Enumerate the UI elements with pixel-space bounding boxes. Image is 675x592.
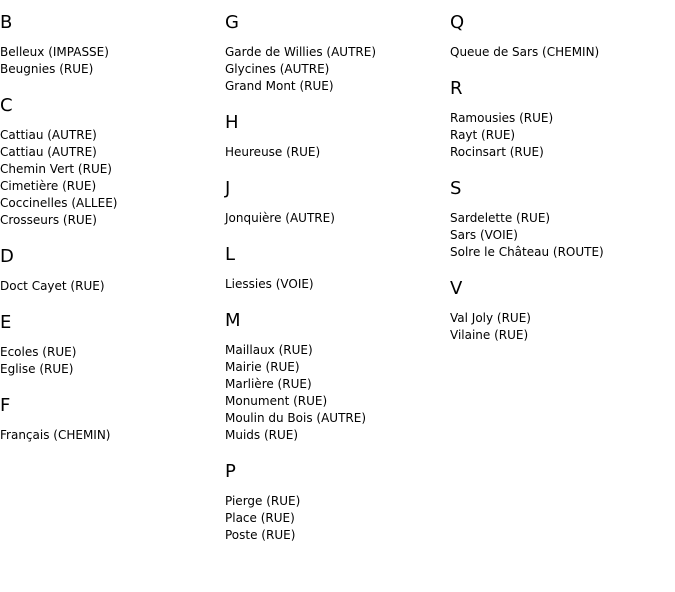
street-item: Jonquière (AUTRE) — [225, 211, 335, 225]
letter-group-q — [450, 12, 670, 61]
street-list — [450, 44, 670, 61]
street-item: Glycines (AUTRE) — [225, 62, 330, 76]
street-item: Vilaine (RUE) — [450, 328, 529, 342]
letter-group-l — [225, 244, 445, 293]
index-column-2 — [225, 12, 445, 561]
letter-group-v — [450, 278, 670, 344]
letter-heading: V — [450, 278, 463, 299]
street-item: Cattiau (AUTRE) — [0, 128, 97, 142]
street-item: Place (RUE) — [225, 511, 295, 525]
letter-group-p — [225, 461, 445, 544]
street-list — [225, 276, 445, 293]
street-item: Cimetière (RUE) — [0, 179, 97, 193]
street-item: Rayt (RUE) — [450, 128, 516, 142]
street-item: Grand Mont (RUE) — [225, 79, 334, 93]
letter-heading: S — [450, 178, 462, 199]
street-list — [225, 342, 445, 444]
letter-group-e — [0, 312, 220, 378]
street-item: Rocinsart (RUE) — [450, 145, 544, 159]
letter-group-g — [225, 12, 445, 95]
street-list — [225, 493, 445, 544]
letter-group-h — [225, 112, 445, 161]
street-list — [225, 144, 445, 161]
letter-heading: H — [225, 112, 239, 133]
letter-heading: F — [0, 395, 11, 416]
street-item: Queue de Sars (CHEMIN) — [450, 45, 600, 59]
street-item: Moulin du Bois (AUTRE) — [225, 411, 367, 425]
letter-group-f — [0, 395, 220, 444]
street-list — [0, 427, 220, 444]
street-list — [225, 210, 445, 227]
street-list — [450, 210, 670, 261]
street-item: Crosseurs (RUE) — [0, 213, 97, 227]
letter-heading: C — [0, 95, 13, 116]
street-item: Français (CHEMIN) — [0, 428, 111, 442]
index-column-3 — [450, 12, 670, 361]
letter-group-s — [450, 178, 670, 261]
letter-heading: D — [0, 246, 14, 267]
street-item: Coccinelles (ALLEE) — [0, 196, 118, 210]
street-item: Val Joly (RUE) — [450, 311, 531, 325]
street-item: Marlière (RUE) — [225, 377, 312, 391]
letter-group-c — [0, 95, 220, 229]
street-item: Cattiau (AUTRE) — [0, 145, 97, 159]
street-item: Solre le Château (ROUTE) — [450, 245, 604, 259]
letter-group-j — [225, 178, 445, 227]
street-item: Pierge (RUE) — [225, 494, 301, 508]
street-list — [225, 44, 445, 95]
street-list — [0, 44, 220, 78]
street-item: Maillaux (RUE) — [225, 343, 313, 357]
letter-heading: E — [0, 312, 12, 333]
letter-group-b — [0, 12, 220, 78]
street-list — [450, 310, 670, 344]
street-item: Muids (RUE) — [225, 428, 299, 442]
street-list — [0, 127, 220, 229]
letter-heading: M — [225, 310, 241, 331]
street-list — [0, 278, 220, 295]
street-item: Eglise (RUE) — [0, 362, 74, 376]
street-item: Ecoles (RUE) — [0, 345, 77, 359]
letter-heading: Q — [450, 12, 465, 33]
letter-heading: R — [450, 78, 463, 99]
index-column-1 — [0, 12, 220, 461]
letter-group-m — [225, 310, 445, 444]
street-item: Beugnies (RUE) — [0, 62, 94, 76]
letter-heading: J — [225, 178, 231, 199]
street-list — [0, 344, 220, 378]
letter-group-d — [0, 246, 220, 295]
letter-heading: G — [225, 12, 239, 33]
street-item: Liessies (VOIE) — [225, 277, 314, 291]
street-item: Doct Cayet (RUE) — [0, 279, 105, 293]
street-item: Ramousies (RUE) — [450, 111, 554, 125]
street-item: Belleux (IMPASSE) — [0, 45, 109, 59]
street-item: Sardelette (RUE) — [450, 211, 551, 225]
letter-heading: P — [225, 461, 236, 482]
street-item: Sars (VOIE) — [450, 228, 518, 242]
street-item: Heureuse (RUE) — [225, 145, 321, 159]
street-item: Garde de Willies (AUTRE) — [225, 45, 376, 59]
street-list — [450, 110, 670, 161]
street-item: Mairie (RUE) — [225, 360, 300, 374]
letter-heading: B — [0, 12, 13, 33]
street-item: Chemin Vert (RUE) — [0, 162, 112, 176]
letter-heading: L — [225, 244, 236, 265]
street-item: Monument (RUE) — [225, 394, 328, 408]
street-item: Poste (RUE) — [225, 528, 296, 542]
letter-group-r — [450, 78, 670, 161]
